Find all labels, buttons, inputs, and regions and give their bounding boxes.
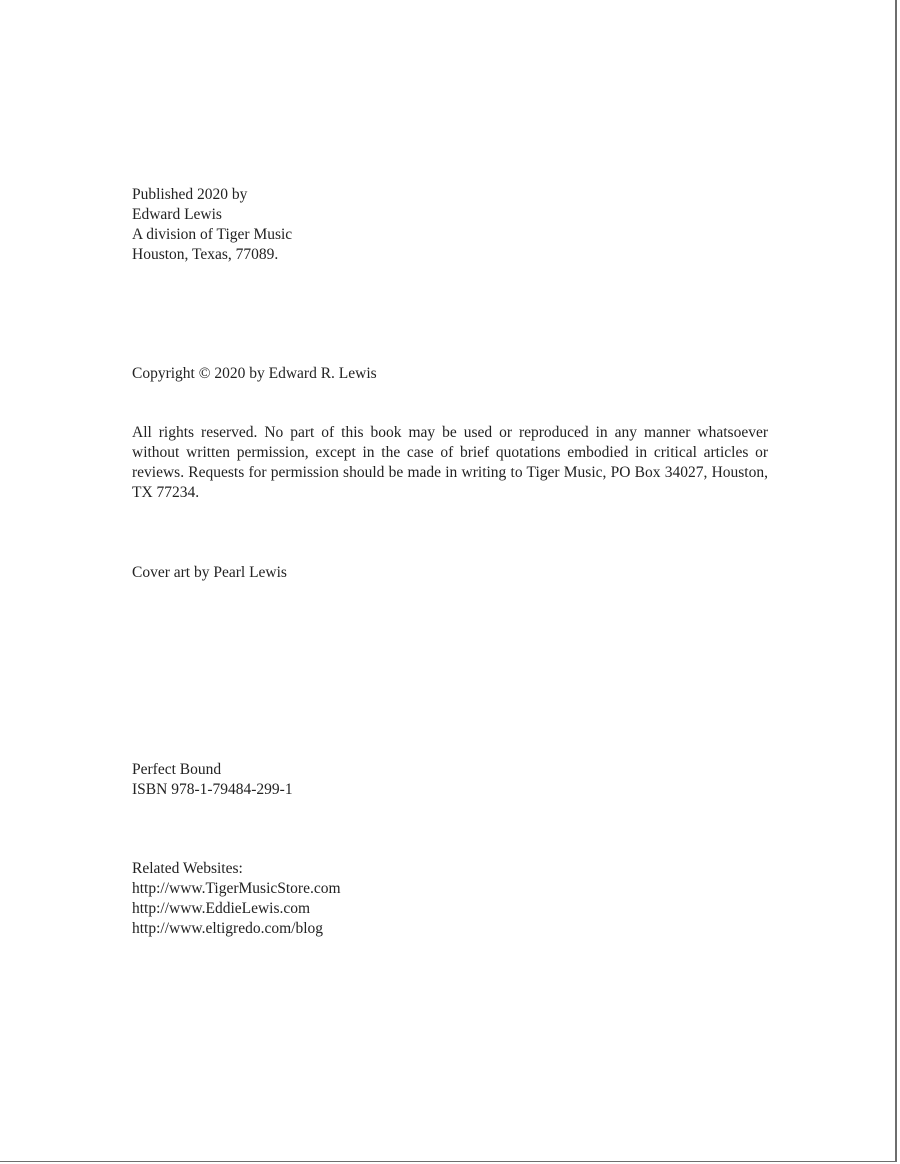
publisher-address: Houston, Texas, 77089. xyxy=(132,246,279,263)
publisher-name: Edward Lewis xyxy=(132,206,222,223)
binding-format: Perfect Bound xyxy=(132,761,222,778)
rights-statement: All rights reserved. No part of this book may be used or reproduced in any manner whatsoever without written permission, except in the case of brief quotations embodied in critical articles or reviews. Requests for permission should be made in writing to Tiger Music, PO Box 34027, Houston, TX 77234. xyxy=(132,424,768,501)
copyright-notice: Copyright © 2020 by Edward R. Lewis xyxy=(132,365,377,382)
isbn: ISBN 978-1-79484-299-1 xyxy=(132,781,293,798)
website-link[interactable]: http://www.TigerMusicStore.com xyxy=(132,880,341,897)
website-link[interactable]: http://www.EddieLewis.com xyxy=(132,900,311,917)
publisher-line: Published 2020 by xyxy=(132,186,248,203)
cover-art-credit: Cover art by Pearl Lewis xyxy=(132,564,287,581)
website-link[interactable]: http://www.eltigredo.com/blog xyxy=(132,920,323,937)
publisher-division: A division of Tiger Music xyxy=(132,226,293,243)
websites-heading: Related Websites: xyxy=(132,860,243,877)
binding-block xyxy=(132,760,293,800)
related-websites xyxy=(132,859,341,939)
publisher-block xyxy=(132,185,292,265)
